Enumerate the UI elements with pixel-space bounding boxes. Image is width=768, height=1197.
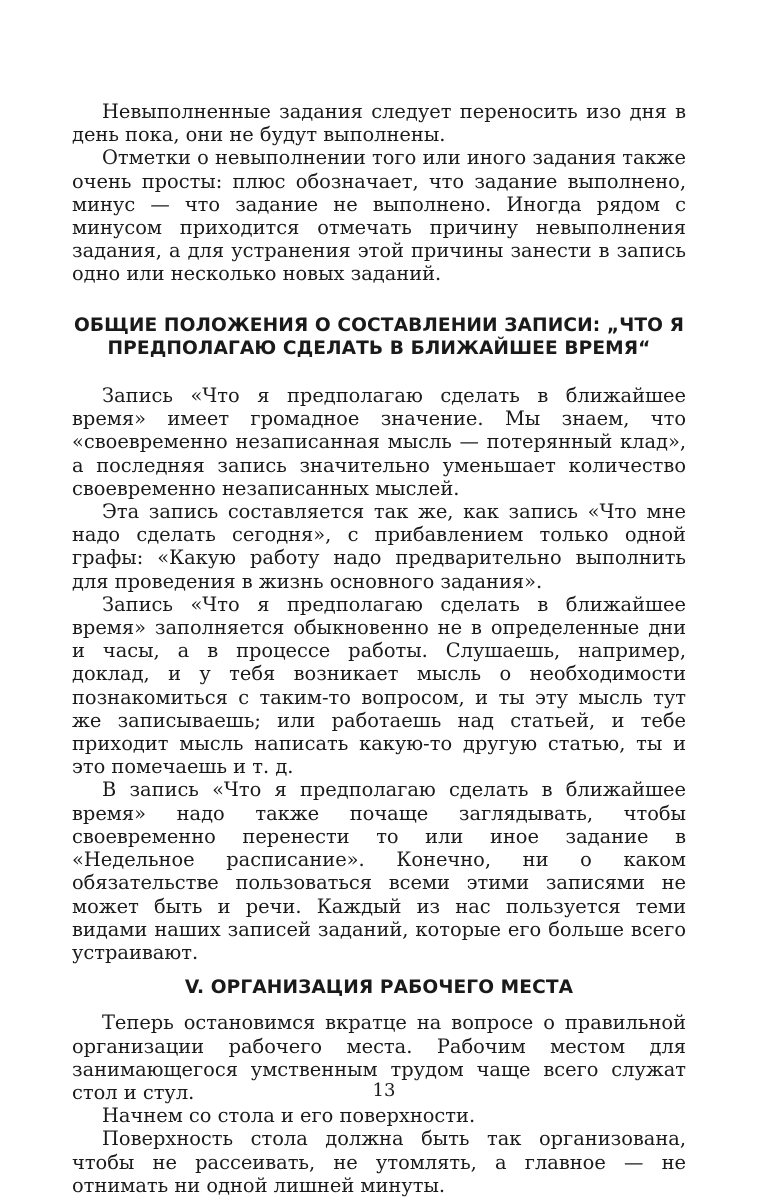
paragraph-intro-1: Невыполненные задания следует переносить изо дня в день пока, они не будут выполнены. bbox=[72, 100, 686, 147]
paragraph-s1-1: Запись «Что я предполагаю сделать в ближайшее время» имеет громадное значение. Мы знаем, что «своевременно незаписанная мысль — потерянный клад», а последняя запись значительно уменьшает количество своевременно незаписанных мыслей. bbox=[72, 384, 686, 500]
paragraph-s1-2: Эта запись составляется так же, как запись «Что мне надо сделать сегодня», с прибавлением только одной графы: «Какую работу надо предварительно выполнить для проведения в жизнь основного задания». bbox=[72, 500, 686, 593]
section-heading-general: ОБЩИЕ ПОЛОЖЕНИЯ О СОСТАВЛЕНИИ ЗАПИСИ: „ЧТО Я ПРЕДПОЛАГАЮ СДЕЛАТЬ В БЛИЖАЙШЕЕ ВРЕМЯ“ bbox=[73, 314, 685, 359]
paragraph-s2-1: Теперь остановимся вкратце на вопросе о правильной организации рабочего места. Рабочим местом для занимающегося умственным трудом чаще всего служат стол и стул. bbox=[72, 1011, 686, 1104]
section-heading-workplace: V. ОРГАНИЗАЦИЯ РАБОЧЕГО МЕСТА bbox=[184, 977, 574, 999]
page-body bbox=[72, 100, 686, 1197]
paragraph-s2-2: Начнем со стола и его поверхности. bbox=[102, 1104, 476, 1128]
paragraph-s2-3: Поверхность стола должна быть так организована, чтобы не рассеивать, не утомлять, а главное — не отнимать ни одной лишней минуты. bbox=[72, 1127, 686, 1197]
paragraph-s1-3: Запись «Что я предполагаю сделать в ближайшее время» заполняется обыкновенно не в определенные дни и часы, а в процессе работы. Слушаешь, например, доклад, и у тебя возникает мысль о необходимости познакомиться с таким-то вопросом, и ты эту мысль тут же записываешь; или работаешь над статьей, и тебе приходит мысль написать какую-то другую статью, ты и это помечаешь и т. д. bbox=[72, 592, 686, 779]
page-number: 13 bbox=[372, 1080, 396, 1101]
paragraph-intro-2: Отметки о невыполнении того или иного задания также очень просты: плюс обозначает, что задание выполнено, минус — что задание не выполнено. Иногда рядом с минусом приходится отмечать причину невыполнения задания, а для устранения этой причины занести в запись одно или несколько новых заданий. bbox=[72, 146, 686, 286]
paragraph-s1-4: В запись «Что я предполагаю сделать в ближайшее время» надо также почаще заглядывать, чтобы своевременно перенести то или иное задание в «Недельное расписание». Конечно, ни о каком обязательстве пользоваться всеми этими записями не может быть и речи. Каждый из нас пользуется теми видами наших записей заданий, которые его больше всего устраивают. bbox=[72, 778, 686, 964]
